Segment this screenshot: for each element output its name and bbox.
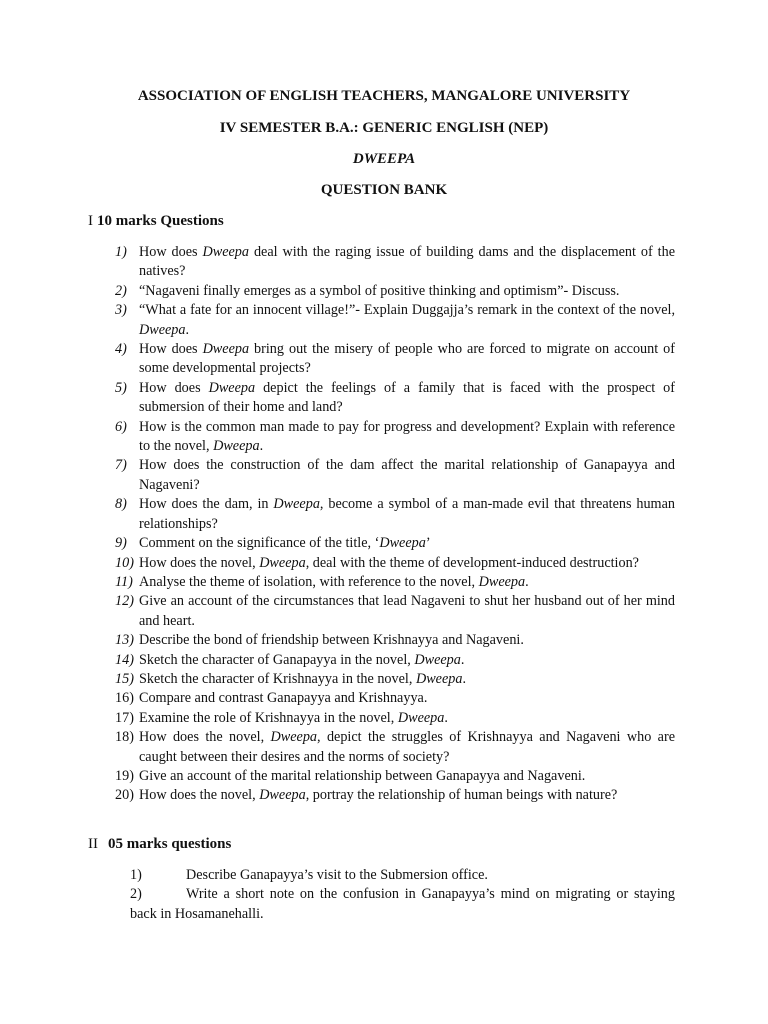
question-text: , depict the struggles of Krishnayya and Nagaveni who are caught between their desires and the norms of society?	[139, 729, 676, 765]
question-text: Give an account of the marital relationship between Ganapayya and Nagaveni.	[139, 767, 586, 784]
section-heading-05-marks	[88, 835, 231, 853]
novel-title-text: Dweepa	[259, 554, 306, 571]
question-number: 14)	[115, 651, 134, 668]
question-text: , portray the relationship of human beings with nature?	[305, 787, 618, 804]
question-item	[0, 728, 768, 767]
novel-title-text: Dweepa	[270, 729, 318, 746]
question-item	[0, 631, 768, 650]
question-text: How does	[139, 341, 203, 358]
question-number: 12)	[115, 593, 134, 610]
question-item	[0, 243, 768, 282]
question-list-05-marks	[0, 866, 768, 924]
question-number: 6)	[115, 418, 127, 435]
question-text: How is the common man made to pay for progress and development? Explain with reference to the novel,	[139, 418, 675, 455]
novel-title-text: Dweepa	[397, 709, 445, 726]
question-text: Describe Ganapayya’s visit to the Submersion office.	[186, 867, 488, 883]
question-item	[0, 573, 768, 592]
section-number: II	[88, 836, 98, 852]
question-text: .	[462, 670, 466, 687]
question-text: Give an account of the circumstances that lead Nagaveni to shut her husband out of her mind and heart.	[139, 593, 675, 629]
header-novel-title: DWEEPA	[352, 151, 416, 167]
question-number: 10)	[115, 554, 134, 571]
question-text: How does the dam, in	[139, 496, 274, 513]
question-item	[0, 670, 768, 689]
question-item	[0, 534, 768, 553]
novel-title-text: Dweepa	[202, 341, 250, 358]
question-text: .	[185, 321, 190, 338]
question-number: 19)	[115, 767, 134, 784]
question-text: Describe the bond of friendship between Krishnayya and Nagaveni.	[139, 632, 524, 649]
question-text: .	[259, 438, 264, 455]
question-text: depict the feelings of a family that is faced with the prospect of submersion of their home and land?	[139, 379, 675, 416]
question-item	[0, 689, 768, 708]
question-item	[0, 379, 768, 418]
question-number: 4)	[115, 341, 127, 358]
question-text: Write a short note on the confusion in Ganapayya’s mind on migrating or staying back in Hosamanehalli.	[130, 886, 675, 922]
question-text: How does the novel,	[139, 554, 260, 571]
header-question-bank: QUESTION BANK	[320, 182, 448, 198]
question-text: How does	[139, 379, 209, 396]
novel-title-text: Dweepa	[478, 573, 526, 590]
novel-title-text: Dweepa	[213, 438, 260, 455]
question-number: 15)	[115, 670, 134, 687]
question-text: How does the novel,	[139, 729, 271, 746]
question-number: 11)	[115, 573, 133, 590]
novel-title-text: Dweepa	[379, 535, 426, 552]
question-item	[0, 767, 768, 786]
question-text: ’	[425, 535, 431, 552]
question-item	[0, 866, 768, 885]
question-number: 17)	[115, 709, 134, 726]
question-text: .	[460, 651, 465, 668]
novel-title-text: Dweepa	[415, 670, 463, 687]
question-number: 2)	[115, 282, 127, 299]
question-item	[0, 885, 768, 924]
section-title: 05 marks questions	[108, 836, 232, 852]
question-text: .	[525, 573, 529, 590]
question-number: 13)	[115, 632, 134, 649]
question-number: 9)	[115, 535, 127, 552]
question-text: “What a fate for an innocent village!”- Explain Duggajja’s remark in the context of the novel,	[139, 302, 675, 319]
question-item	[0, 456, 768, 495]
question-item	[0, 282, 768, 301]
question-text: Analyse the theme of isolation, with reference to the novel,	[139, 573, 479, 590]
question-item	[0, 709, 768, 728]
question-number: 1)	[115, 244, 127, 260]
novel-title-text: Dweepa	[259, 787, 306, 804]
question-item	[0, 301, 768, 340]
question-item	[0, 786, 768, 805]
question-number: 20)	[115, 787, 134, 804]
question-text: deal with the raging issue of building dams and the displacement of the natives?	[139, 244, 676, 280]
novel-title-text: Dweepa	[139, 321, 186, 338]
question-number: 3)	[115, 302, 127, 319]
question-text: bring out the misery of people who are forced to migrate on account of some developmental projects?	[139, 341, 675, 377]
question-item	[0, 651, 768, 670]
question-text: Examine the role of Krishnayya in the novel,	[139, 709, 398, 726]
question-number: 16)	[115, 690, 134, 707]
question-item	[0, 495, 768, 534]
question-number: 2)	[130, 886, 142, 903]
novel-title-text: Dweepa	[273, 496, 320, 513]
question-item	[0, 340, 768, 379]
question-number: 8)	[115, 496, 127, 513]
header-semester: IV SEMESTER B.A.: GENERIC ENGLISH (NEP)	[219, 120, 549, 136]
question-text: Sketch the character of Krishnayya in the novel,	[139, 670, 416, 687]
question-text: Comment on the significance of the title, ‘	[139, 535, 380, 552]
question-item	[0, 592, 768, 631]
question-text: , become a symbol of a man-made evil that threatens human relationships?	[139, 496, 675, 532]
question-item	[0, 418, 768, 457]
question-number: 7)	[115, 457, 127, 474]
section-heading-10-marks	[88, 212, 224, 230]
question-text: .	[444, 709, 448, 726]
question-text: How does the novel,	[139, 787, 260, 804]
section-number: I	[88, 213, 93, 229]
question-text: “Nagaveni finally emerges as a symbol of positive thinking and optimism”- Discuss.	[139, 282, 620, 299]
question-text: , deal with the theme of development-induced destruction?	[305, 554, 639, 571]
question-text: How does	[139, 244, 203, 260]
header-association: ASSOCIATION OF ENGLISH TEACHERS, MANGALORE UNIVERSITY	[137, 88, 631, 104]
novel-title-text: Dweepa	[208, 379, 256, 396]
question-number: 18)	[115, 729, 134, 746]
novel-title-text: Dweepa	[202, 244, 249, 260]
question-text: Sketch the character of Ganapayya in the novel,	[139, 651, 415, 668]
section-title: 10 marks Questions	[97, 213, 224, 229]
question-number: 5)	[115, 379, 127, 396]
question-text: Compare and contrast Ganapayya and Krishnayya.	[139, 690, 428, 707]
question-text: How does the construction of the dam affect the marital relationship of Ganapayya and Nagaveni?	[139, 457, 675, 493]
novel-title-text: Dweepa	[414, 651, 461, 668]
question-item	[0, 554, 768, 573]
question-list-10-marks	[0, 243, 768, 806]
question-number: 1)	[130, 867, 142, 883]
